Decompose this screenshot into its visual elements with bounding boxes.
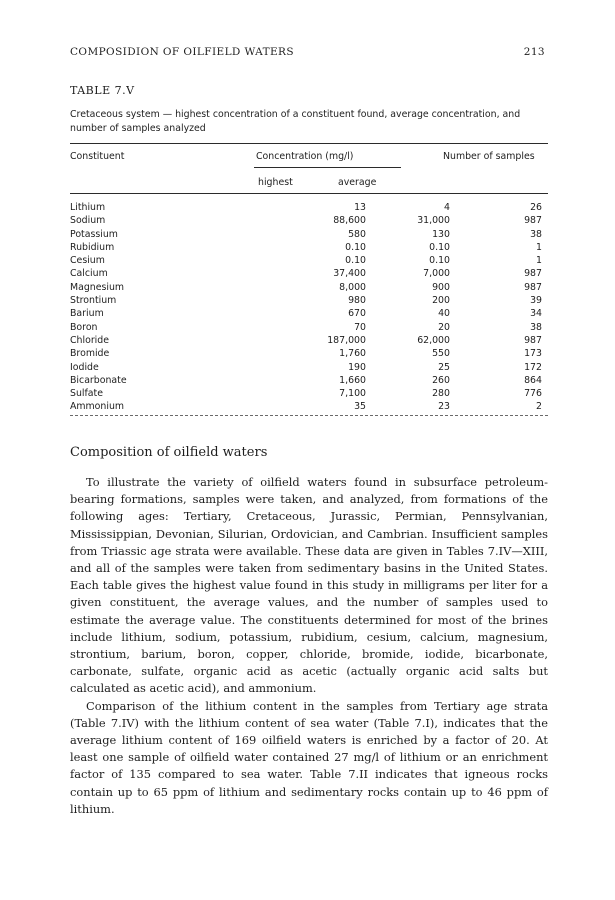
- table-row: [70, 201, 548, 214]
- highest-cell: 980: [348, 295, 366, 307]
- col-header-constituent: Constituent: [70, 151, 125, 162]
- samples-cell: 987: [524, 215, 542, 227]
- average-cell: 7,000: [423, 268, 450, 280]
- page-number: 213: [523, 46, 545, 58]
- concentration-span-rule: [254, 167, 401, 168]
- samples-cell: 39: [530, 295, 542, 307]
- table-row: [70, 294, 548, 307]
- highest-cell: 670: [348, 308, 366, 320]
- table-row: [70, 387, 548, 400]
- constituent-cell: Ammonium: [70, 401, 125, 413]
- table-row: [70, 361, 548, 374]
- constituent-cell: Boron: [70, 321, 98, 333]
- table-row: [70, 241, 548, 254]
- average-cell: 0.10: [429, 241, 450, 253]
- col-header-samples: Number of samples: [443, 151, 535, 162]
- table-row: [70, 321, 548, 334]
- table-caption: Cretaceous system — highest concentration of a constituent found, average concentration, and number of samples analyzed: [70, 109, 521, 134]
- highest-cell: 190: [348, 361, 366, 373]
- average-cell: 20: [438, 321, 450, 333]
- running-head: [70, 46, 545, 62]
- highest-cell: 7,100: [339, 388, 366, 400]
- samples-cell: 26: [530, 202, 542, 213]
- table-body: [70, 201, 548, 414]
- constituent-cell: Barium: [70, 308, 104, 320]
- highest-cell: 35: [354, 401, 366, 413]
- highest-cell: 37,400: [333, 268, 366, 280]
- constituent-cell: Bicarbonate: [70, 374, 127, 386]
- highest-cell: 13: [354, 202, 366, 213]
- average-cell: 130: [432, 228, 450, 240]
- constituent-cell: Sulfate: [70, 388, 103, 400]
- highest-cell: 0.10: [345, 255, 366, 267]
- table-row: [70, 254, 548, 267]
- table-row: [70, 281, 548, 294]
- table-top-rule: [70, 143, 548, 144]
- col-header-average: average: [338, 177, 377, 188]
- average-cell: 4: [444, 202, 450, 213]
- body-paragraph: Comparison of the lithium content in the samples from Tertiary age strata (Table 7.IV) with the lithium content of sea water (Table 7.I), indicates that the average lithium content of 169 oilfield waters is enriched by a factor of 20. At least one sample of oilfield water contained 27 mg/l of lithium or an enrichment factor of 135 compared to sea water. Table 7.II indicates that igneous rocks contain up to 65 ppm of lithium and sedimentary rocks contain up to 46 ppm of lithium.: [70, 698, 548, 816]
- samples-cell: 34: [530, 308, 542, 320]
- samples-cell: 172: [524, 361, 542, 373]
- samples-cell: 987: [524, 268, 542, 280]
- constituent-cell: Iodide: [70, 361, 99, 373]
- table-row: [70, 374, 548, 387]
- table-row: [70, 347, 548, 360]
- average-cell: 0.10: [429, 255, 450, 267]
- average-cell: 23: [438, 401, 450, 413]
- constituent-cell: Lithium: [70, 202, 106, 213]
- samples-cell: 1: [536, 241, 542, 253]
- constituent-cell: Magnesium: [70, 281, 125, 293]
- average-cell: 31,000: [417, 215, 450, 227]
- constituent-cell: Potassium: [70, 228, 118, 240]
- average-cell: 260: [432, 374, 450, 386]
- highest-cell: 0.10: [345, 241, 366, 253]
- table-label: TABLE 7.V: [70, 84, 135, 97]
- average-cell: 200: [432, 295, 450, 307]
- average-cell: 280: [432, 388, 450, 400]
- highest-cell: 8,000: [339, 281, 366, 293]
- samples-cell: 864: [524, 374, 542, 386]
- constituent-cell: Cesium: [70, 255, 105, 267]
- col-header-concentration: Concentration (mg/l): [256, 151, 354, 162]
- table-row: [70, 267, 548, 280]
- table-row: [70, 334, 548, 347]
- average-cell: 550: [432, 348, 450, 360]
- table-bottom-rule: [70, 415, 548, 416]
- section-title: Composition of oilfield waters: [70, 445, 268, 460]
- constituent-cell: Bromide: [70, 348, 110, 360]
- highest-cell: 1,760: [339, 348, 366, 360]
- samples-cell: 987: [524, 334, 542, 346]
- samples-cell: 1: [536, 255, 542, 267]
- highest-cell: 1,660: [339, 374, 366, 386]
- constituent-cell: Calcium: [70, 268, 108, 280]
- col-header-highest: highest: [258, 177, 293, 188]
- constituent-cell: Strontium: [70, 295, 117, 307]
- table-row: [70, 400, 548, 413]
- highest-cell: 88,600: [333, 215, 366, 227]
- average-cell: 25: [438, 361, 450, 373]
- samples-cell: 173: [524, 348, 542, 360]
- table-row: [70, 214, 548, 227]
- constituent-cell: Chloride: [70, 334, 110, 346]
- highest-cell: 70: [354, 321, 366, 333]
- table-header-rule: [70, 193, 548, 194]
- table-row: [70, 228, 548, 241]
- constituent-cell: Sodium: [70, 215, 106, 227]
- average-cell: 40: [438, 308, 450, 320]
- samples-cell: 987: [524, 281, 542, 293]
- samples-cell: 2: [536, 401, 542, 413]
- samples-cell: 776: [524, 388, 542, 400]
- running-title: COMPOSIDION OF OILFIELD WATERS: [70, 46, 294, 58]
- samples-cell: 38: [530, 228, 542, 240]
- samples-cell: 38: [530, 321, 542, 333]
- highest-cell: 187,000: [327, 334, 366, 346]
- body-paragraph: To illustrate the variety of oilfield waters found in subsurface petroleum-bearing formations, samples were taken, and analyzed, from formations of the following ages: Tertiary, Cretaceous, Jurassic, Permian, Pennsylvanian, Mississippian, Devonian, Silurian, Ordovician, and Cambrian. Insufficient samples from Triassic age strata were available. These data are given in Tables 7.IV—XIII, and all of the samples were taken from sedimentary basins in the United States. Each table gives the highest value found in this study in milligrams per liter for a given constituent, the average values, and the number of samples used to estimate the average value. The constituents determined for most of the brines include lithium, sodium, potassium, rubidium, cesium, calcium, magnesium, strontium, barium, boron, copper, chloride, bromide, iodide, bicarbonate, carbonate, sulfate, organic acid as acetic (actually organic acid salts but calculated as acetic acid), and ammonium.: [70, 475, 548, 696]
- average-cell: 900: [432, 281, 450, 293]
- highest-cell: 580: [348, 228, 366, 240]
- average-cell: 62,000: [417, 334, 450, 346]
- constituent-cell: Rubidium: [70, 241, 115, 253]
- table-row: [70, 307, 548, 320]
- body-text: [70, 474, 548, 818]
